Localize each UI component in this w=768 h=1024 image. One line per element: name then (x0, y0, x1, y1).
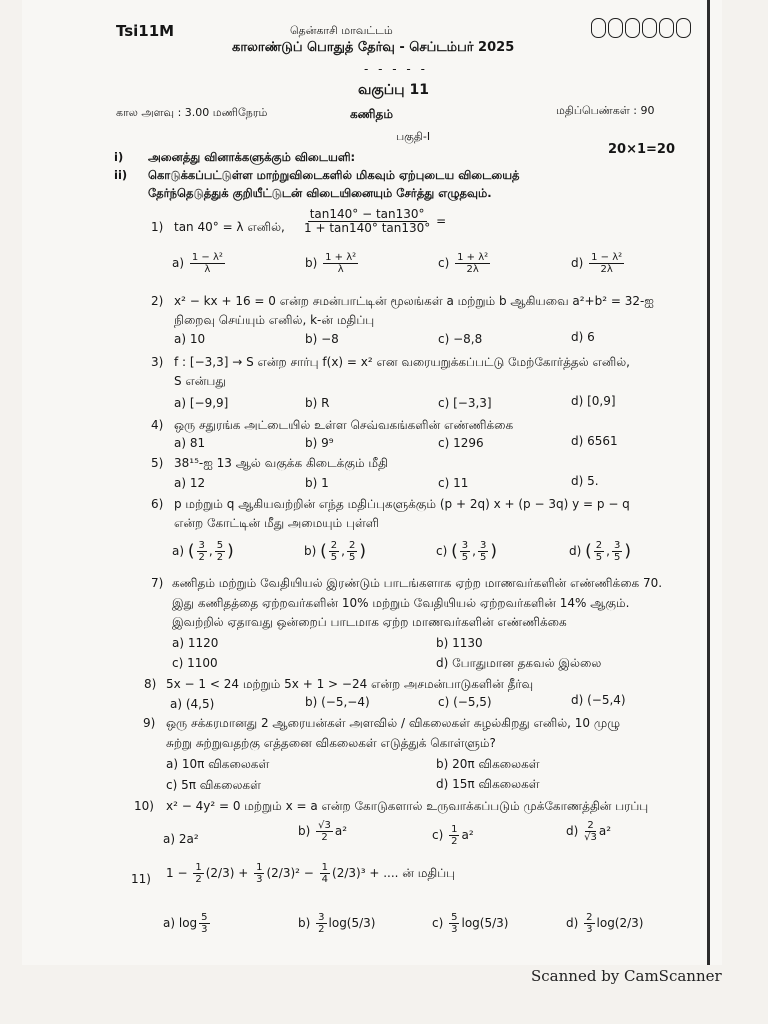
question-stem: 38¹⁵-ஐ 13 ஆல் வகுக்க கிடைக்கும் மீதி (174, 456, 388, 470)
option-label: b) (304, 544, 317, 558)
question-stem: ஒரு சக்கரமானது 2 ஆரையன்கள் அளவில் / விகலைகள் சுழல்கிறது எனில், 10 முழு (166, 716, 621, 730)
question-stem: கணிதம் மற்றும் வேதியியல் இரண்டும் பாடங்களாக ஏற்ற மாணவர்களின் எண்ணிக்கை 70. (172, 576, 663, 590)
register-box (591, 18, 606, 38)
question-series (166, 862, 455, 885)
option-d (571, 252, 626, 275)
option-label: b) (298, 824, 311, 838)
option-c: c) −8,8 (438, 332, 483, 346)
option-numerator: 1 − λ² (191, 252, 223, 263)
coefficient-numerator: 1 (195, 862, 202, 873)
option-denominator: 3 (451, 924, 458, 935)
option-b: b) −8 (305, 332, 339, 346)
district-name: தென்காசி மாவட்டம் (290, 24, 393, 37)
option-denominator: 2λ (600, 264, 613, 275)
instruction-text: அனைத்து வினாக்களுக்கும் விடையளி: (148, 150, 356, 164)
option-label: c) (432, 828, 444, 842)
option-denominator: 3 (586, 924, 593, 935)
option-a: a) [−9,9] (174, 396, 229, 410)
option-b: b) 20π விகலைகள் (436, 757, 540, 771)
option-denominator: λ (337, 264, 344, 275)
exam-title: காலாண்டுப் பொதுத் தேர்வு - செப்டம்பர் 2025 (232, 40, 515, 55)
option-post: log(5/3) (461, 916, 509, 930)
option-denominator: √3 (584, 832, 597, 843)
option-label: d) (566, 824, 579, 838)
point-x-numerator: 2 (330, 540, 338, 551)
point-x-numerator: 3 (198, 540, 205, 551)
option-post: log(2/3) (596, 916, 644, 930)
option-d (566, 820, 611, 843)
option-a (172, 252, 227, 275)
option-numerator: √3 (318, 820, 331, 831)
question-number: 9) (143, 716, 156, 730)
option-tail: a² (461, 828, 474, 842)
question-number: 4) (151, 418, 164, 432)
question-number: 10) (134, 799, 154, 813)
option-a: a) ( $\frac{3}{2}$ , $\frac{5}{2}$ ) (172, 540, 234, 563)
subject-name: கணிதம் (350, 107, 393, 121)
register-box (676, 18, 691, 38)
page-edge-shadow (707, 0, 710, 965)
option-numerator: 2 (586, 912, 593, 923)
question-stem: x² − kx + 16 = 0 என்ற சமன்பாட்டின் மூலங்கள் a மற்றும் b ஆகியவை a²+b² = 32-ஐ (174, 294, 654, 308)
option-c: c) 1100 (172, 656, 218, 670)
option-b: b) 9⁹ (305, 436, 334, 450)
option-d: d) (−5,4) (571, 693, 626, 707)
option-d: d) 15π விகலைகள் (436, 777, 540, 791)
option-numerator: 1 + λ² (325, 252, 357, 263)
question-stem: f : [−3,3] → S என்ற சார்பு f(x) = x² என வரையறுக்கப்பட்டு மேற்கோர்த்தல் எனில், (174, 355, 630, 369)
equals-sign: = (436, 214, 447, 229)
option-d: d) [0,9] (571, 394, 616, 408)
option-numerator: 1 + λ² (457, 252, 489, 263)
register-box (642, 18, 657, 38)
coefficient-denominator: 3 (256, 874, 263, 885)
option-denominator: λ (204, 264, 211, 275)
option-label: d) (571, 256, 584, 270)
scanner-watermark: Scanned by CamScanner (531, 967, 722, 985)
question-number: 5) (151, 456, 164, 470)
option-c (432, 824, 474, 847)
question-number: 6) (151, 497, 164, 511)
point-y-numerator: 3 (613, 540, 621, 551)
option-denominator: 3 (201, 924, 208, 935)
instruction-number: ii) (114, 168, 128, 182)
option-c: c) 5π விகலைகள் (166, 778, 261, 792)
question-fraction (302, 208, 446, 235)
coefficient-denominator: 2 (195, 874, 202, 885)
question-stem: இவற்றில் ஏதாவது ஒன்றைப் பாடமாக ஏற்ற மாணவர்களின் எண்ணிக்கை (172, 615, 567, 629)
question-stem: சுற்று சுற்றுவதற்கு எத்தனை விகலைகள் எடுத்துக் கொள்ளும்? (166, 736, 496, 750)
option-a: a) 1120 (172, 636, 219, 650)
coefficient-denominator: 4 (321, 874, 329, 885)
option-numerator: 3 (318, 912, 325, 923)
point-y-denominator: 5 (479, 552, 487, 563)
option-label: a) (163, 916, 176, 930)
fraction-denominator: 1 + tan140° tan130° (304, 221, 431, 236)
question-number: 3) (151, 355, 164, 369)
option-label: a) (172, 256, 185, 270)
option-label: d) (569, 544, 582, 558)
option-d: d) 5. (571, 474, 599, 488)
option-d: d) ( $\frac{2}{5}$ , $\frac{3}{5}$ ) (569, 540, 631, 563)
question-number: 11) (131, 872, 151, 886)
option-a: a) (4,5) (170, 697, 215, 711)
question-stem: ஒரு சதுரங்க அட்டையில் உள்ள செவ்வகங்களின் எண்ணிக்கை (174, 418, 514, 432)
option-numerator: 5 (451, 912, 458, 923)
option-b (305, 252, 360, 275)
question-stem: என்ற கோட்டின் மீது அமையும் புள்ளி (174, 516, 380, 530)
option-b: b) R (305, 396, 330, 410)
option-b (298, 820, 347, 843)
option-c: c) ( $\frac{3}{5}$ , $\frac{3}{5}$ ) (436, 540, 497, 563)
point-x-denominator: 5 (595, 552, 603, 563)
register-box (608, 18, 623, 38)
option-a (163, 832, 199, 846)
question-stem: x² − 4y² = 0 மற்றும் x = a என்ற கோடுகளால் உருவாக்கப்படும் முக்கோணத்தின் பரப்பு (166, 799, 649, 813)
option-label: b) (305, 256, 318, 270)
coefficient-numerator: 1 (256, 862, 263, 873)
option-label: c) (438, 256, 450, 270)
series-term: (2/3)² − (266, 866, 314, 880)
title-dashes: - - - - - (364, 62, 428, 76)
point-x-numerator: 3 (461, 540, 469, 551)
option-label: c) (432, 916, 444, 930)
register-box (659, 18, 674, 38)
question-number: 1) (151, 220, 164, 234)
part-heading: பகுதி-I (396, 130, 431, 143)
option-numerator: 1 (451, 824, 458, 835)
option-c: c) [−3,3] (438, 396, 492, 410)
series-term: (2/3) + (205, 866, 249, 880)
question-stem: 5x − 1 < 24 மற்றும் 5x + 1 > −24 என்ற அசமன்பாடுகளின் தீர்வு (166, 677, 534, 691)
point-y-numerator: 3 (479, 540, 487, 551)
option-value: 2a² (178, 832, 199, 846)
option-b: b) 1 (305, 476, 329, 490)
option-label: d) (566, 916, 579, 930)
option-b (298, 912, 375, 935)
option-numerator: 5 (201, 912, 208, 923)
exam-code: Tsi11M (116, 22, 175, 40)
option-denominator: 2 (318, 924, 325, 935)
option-label: a) (172, 544, 185, 558)
option-d: d) 6 (571, 330, 595, 344)
point-y-numerator: 5 (216, 540, 224, 551)
option-a (163, 912, 212, 935)
option-post: log(5/3) (328, 916, 376, 930)
option-denominator: 2λ (466, 264, 479, 275)
option-d (566, 912, 643, 935)
option-denominator: 2 (451, 836, 458, 847)
point-y-denominator: 2 (216, 552, 224, 563)
marks-scheme: 20×1=20 (608, 142, 676, 157)
option-a: a) 12 (174, 476, 206, 490)
option-c: c) 11 (438, 476, 469, 490)
option-d: d) 6561 (571, 434, 618, 448)
option-b: b) (−5,−4) (305, 695, 370, 709)
total-marks: மதிப்பெண்கள் : 90 (556, 104, 655, 117)
coefficient-numerator: 1 (321, 862, 329, 873)
option-numerator: 2 (587, 820, 594, 831)
option-c (432, 912, 508, 935)
option-b: b) 1130 (436, 636, 483, 650)
question-number: 2) (151, 294, 164, 308)
option-c (438, 252, 492, 275)
series-lead: 1 − (166, 866, 188, 880)
question-number: 7) (151, 576, 164, 590)
point-x-denominator: 5 (330, 552, 338, 563)
question-stem: நிறைவு செய்யும் எனில், k-ன் மதிப்பு (174, 313, 375, 327)
option-numerator: 1 − λ² (591, 252, 623, 263)
option-denominator: 2 (321, 832, 328, 843)
question-stem: S என்பது (174, 374, 226, 388)
question-number: 8) (144, 677, 157, 691)
point-y-denominator: 5 (613, 552, 621, 563)
option-label: a) (163, 832, 176, 846)
register-number-boxes (590, 18, 692, 38)
time-allowed: கால அளவு : 3.00 மணிநேரம் (116, 106, 268, 119)
option-c: c) (−5,5) (438, 695, 492, 709)
point-x-numerator: 2 (595, 540, 603, 551)
option-label: b) (298, 916, 311, 930)
option-b: b) ( $\frac{2}{5}$ , $\frac{2}{5}$ ) (304, 540, 366, 563)
point-y-numerator: 2 (348, 540, 356, 551)
option-a: a) 10 (174, 332, 206, 346)
option-a: a) 81 (174, 436, 206, 450)
option-tail: a² (334, 824, 348, 838)
question-stem: இது கணிதத்தை ஏற்றவர்களின் 10% மற்றும் வேதியியல் ஏற்றவர்களின் 14% ஆகும். (172, 596, 630, 610)
question-stem: p மற்றும் q ஆகியவற்றின் எந்த மதிப்புகளுக்கும் (p + 2q) x + (p − 3q) y = p − q (174, 497, 630, 511)
point-y-denominator: 5 (348, 552, 356, 563)
option-d: d) போதுமான தகவல் இல்லை (436, 656, 602, 670)
point-x-denominator: 2 (198, 552, 205, 563)
instruction-text: தேர்ந்தெடுத்துக் குறியீட்டுடன் விடையினையும் சேர்த்து எழுதவும். (148, 186, 492, 200)
instruction-number: i) (114, 150, 124, 164)
question-stem: tan 40° = λ எனில், (174, 220, 285, 234)
instruction-text: கொடுக்கப்பட்டுள்ள மாற்றுவிடைகளில் மிகவும் ஏற்புடைய விடையைத் (148, 168, 520, 182)
register-box (625, 18, 640, 38)
point-x-denominator: 5 (461, 552, 469, 563)
option-label: c) (436, 544, 448, 558)
option-pre: log (178, 916, 198, 930)
option-a: a) 10π விகலைகள் (166, 757, 270, 771)
option-c: c) 1296 (438, 436, 484, 450)
standard: வகுப்பு 11 (358, 82, 429, 98)
series-term: (2/3)³ + .... ன் மதிப்பு (332, 866, 456, 880)
fraction-numerator: tan140° − tan130° (309, 207, 425, 221)
option-tail: a² (598, 824, 612, 838)
